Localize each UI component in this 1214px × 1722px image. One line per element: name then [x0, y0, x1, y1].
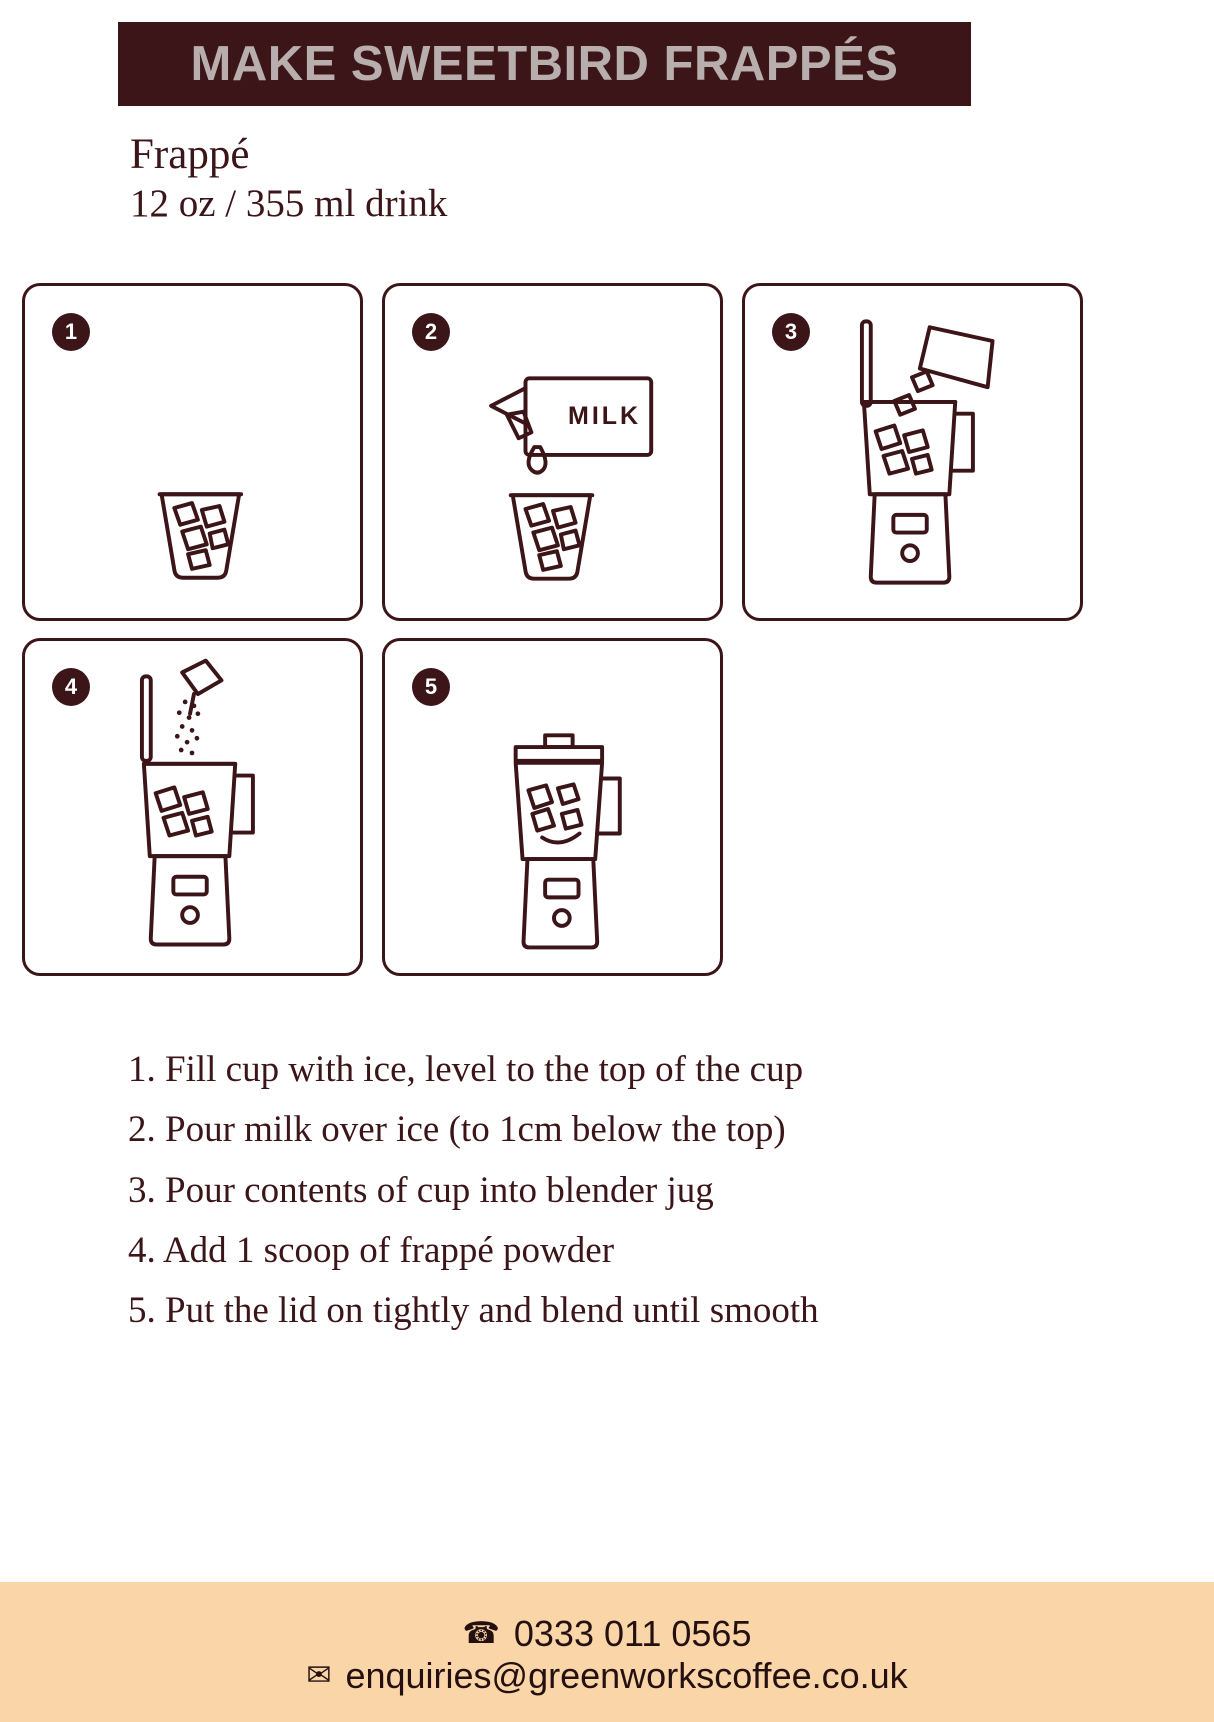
instruction-item-4: 4. Add 1 scoop of frappé powder: [128, 1229, 615, 1271]
illustration-milk-pour: [385, 286, 720, 618]
footer-email-line: [306, 1655, 907, 1697]
contact-footer: [0, 1582, 1214, 1722]
step-badge-5: 5: [412, 668, 450, 706]
instruction-list: [128, 1040, 1088, 1341]
step-badge-4: 4: [52, 668, 90, 706]
step-cards: [22, 283, 1092, 993]
footer-email-address[interactable]: enquiries@greenworkscoffee.co.uk: [345, 1655, 908, 1696]
drink-name: Frappé: [130, 131, 250, 178]
step-cards-row-1: [22, 283, 1092, 621]
illustration-add-powder: [25, 641, 360, 973]
step-card-5: [382, 638, 723, 976]
envelope-icon: ✉: [306, 1659, 332, 1692]
step-card-2: [382, 283, 723, 621]
phone-icon: ☎: [462, 1617, 500, 1650]
footer-phone-line: [463, 1613, 752, 1655]
illustration-pour-into-blender: [745, 286, 1080, 618]
instruction-item-3: 3. Pour contents of cup into blender jug: [128, 1169, 714, 1211]
instruction-item-1: 1. Fill cup with ice, level to the top of the cup: [128, 1049, 804, 1090]
page-title: MAKE SWEETBIRD FRAPPÉS: [190, 37, 899, 91]
milk-label: MILK: [568, 402, 642, 430]
step-badge-2: 2: [412, 313, 450, 351]
step-card-3: [742, 283, 1083, 621]
footer-phone-number[interactable]: 0333 011 0565: [513, 1613, 752, 1654]
drink-subheading: [130, 130, 447, 227]
illustration-blend: [385, 641, 720, 973]
instruction-item-2: 2. Pour milk over ice (to 1cm below the top): [128, 1109, 786, 1151]
step-badge-1: 1: [52, 313, 90, 351]
title-banner: [118, 22, 971, 106]
step-card-1: [22, 283, 363, 621]
drink-size: 12 oz / 355 ml drink: [130, 181, 448, 225]
instruction-item-5: 5. Put the lid on tightly and blend until smooth: [128, 1290, 819, 1332]
step-cards-row-2-spacer: [742, 638, 1083, 976]
step-cards-row-2: [22, 638, 1092, 976]
step-badge-3: 3: [772, 313, 810, 351]
illustration-cup-with-ice: [25, 286, 360, 618]
step-card-4: [22, 638, 363, 976]
